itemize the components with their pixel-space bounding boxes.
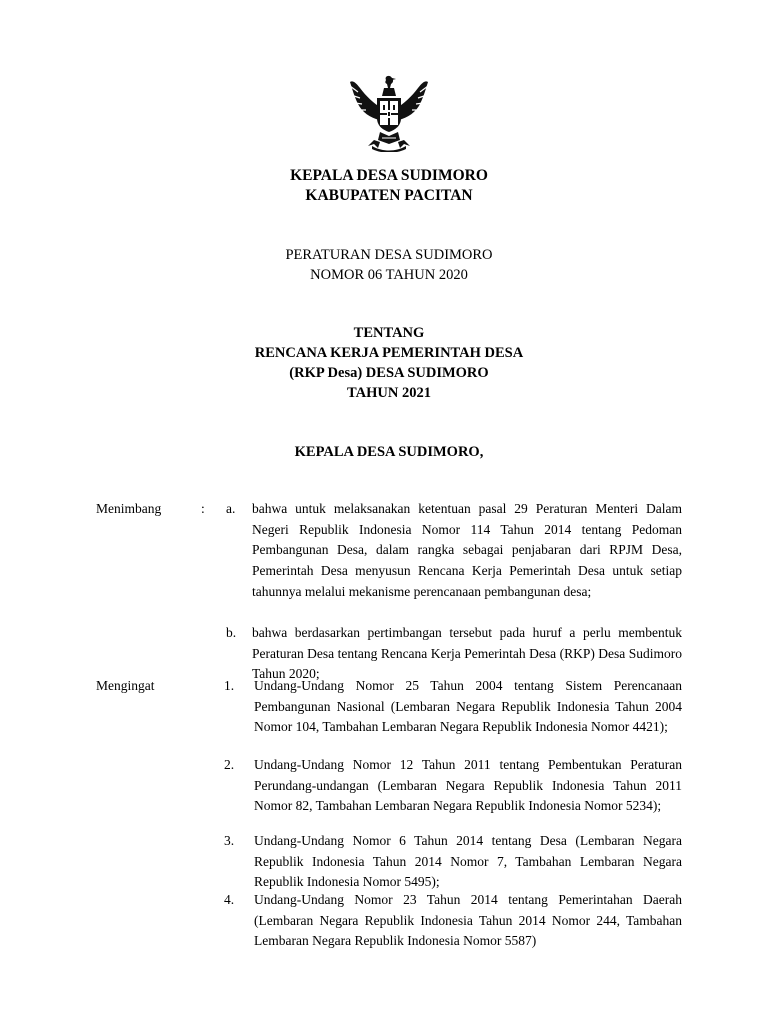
menimbang-label: Menimbang xyxy=(96,501,162,516)
list-item-text: bahwa berdasarkan pertimbangan tersebut pada huruf a perlu membentuk Peraturan Desa tentang Rencana Kerja Pemerintah Desa (RKP) Desa Sudimoro Tahun 2020; xyxy=(252,625,682,682)
mengingat-label: Mengingat xyxy=(96,678,155,693)
regulation-title: PERATURAN DESA SUDIMORO xyxy=(285,247,493,263)
list-item-text: Undang-Undang Nomor 25 Tahun 2004 tentang Sistem Perencanaan Pembangunan Nasional (Lembaran Negara Republik Indonesia Tahun 2004 Nomor 104, Tambahan Lembaran Negara Republik Indonesia Nomor 4421); xyxy=(254,678,682,735)
list-marker: 3. xyxy=(224,833,235,848)
subject-line-2: (RKP Desa) DESA SUDIMORO xyxy=(289,365,489,381)
mengingat-item-2 xyxy=(224,755,682,817)
list-marker: a. xyxy=(226,501,236,516)
mengingat-item-4 xyxy=(224,890,682,952)
mengingat-item-1 xyxy=(224,676,682,738)
list-item-text: Undang-Undang Nomor 12 Tahun 2011 tentang Pembentukan Peraturan Perundang-undangan (Lembaran Negara Republik Indonesia Tahun 2011 Nomor 82, Tambahan Lembaran Negara Republik Indonesia Nomor 5234); xyxy=(254,757,682,814)
menimbang-item-a xyxy=(226,499,682,603)
list-marker: 2. xyxy=(224,757,235,772)
header-line-1: KEPALA DESA SUDIMORO xyxy=(290,167,488,184)
list-item-text: Undang-Undang Nomor 6 Tahun 2014 tentang Desa (Lembaran Negara Republik Indonesia Tahun 2014 Nomor 7, Tambahan Lembaran Negara Republik Indonesia Nomor 5495); xyxy=(254,833,682,890)
menimbang-colon: : xyxy=(201,501,205,516)
list-marker: b. xyxy=(226,625,237,640)
subject-tentang: TENTANG xyxy=(353,325,425,341)
garuda-emblem-icon xyxy=(344,74,434,152)
authority-line: KEPALA DESA SUDIMORO, xyxy=(294,444,484,460)
subject-line-3: TAHUN 2021 xyxy=(347,385,431,401)
regulation-number: NOMOR 06 TAHUN 2020 xyxy=(310,267,468,283)
list-item-text: bahwa untuk melaksanakan ketentuan pasal 29 Peraturan Menteri Dalam Negeri Republik Indonesia Nomor 114 Tahun 2014 tentang Pedoman Pembangunan Desa, dalam rangka sebagai penjabaran dari RPJM Desa, Pemerintah Desa menyusun Rencana Kerja Pemerintah Desa untuk setiap tahunnya melalui mekanisme perencanaan pembangunan desa; xyxy=(252,501,682,599)
list-marker: 4. xyxy=(224,892,235,907)
mengingat-item-3 xyxy=(224,831,682,893)
header-line-2: KABUPATEN PACITAN xyxy=(305,187,473,204)
list-marker: 1. xyxy=(224,678,235,693)
subject-line-1: RENCANA KERJA PEMERINTAH DESA xyxy=(254,345,524,361)
list-item-text: Undang-Undang Nomor 23 Tahun 2014 tentang Pemerintahan Daerah (Lembaran Negara Republik Indonesia Tahun 2014 Nomor 244, Tambahan Lembaran Negara Republik Indonesia Nomor 5587) xyxy=(254,892,682,949)
